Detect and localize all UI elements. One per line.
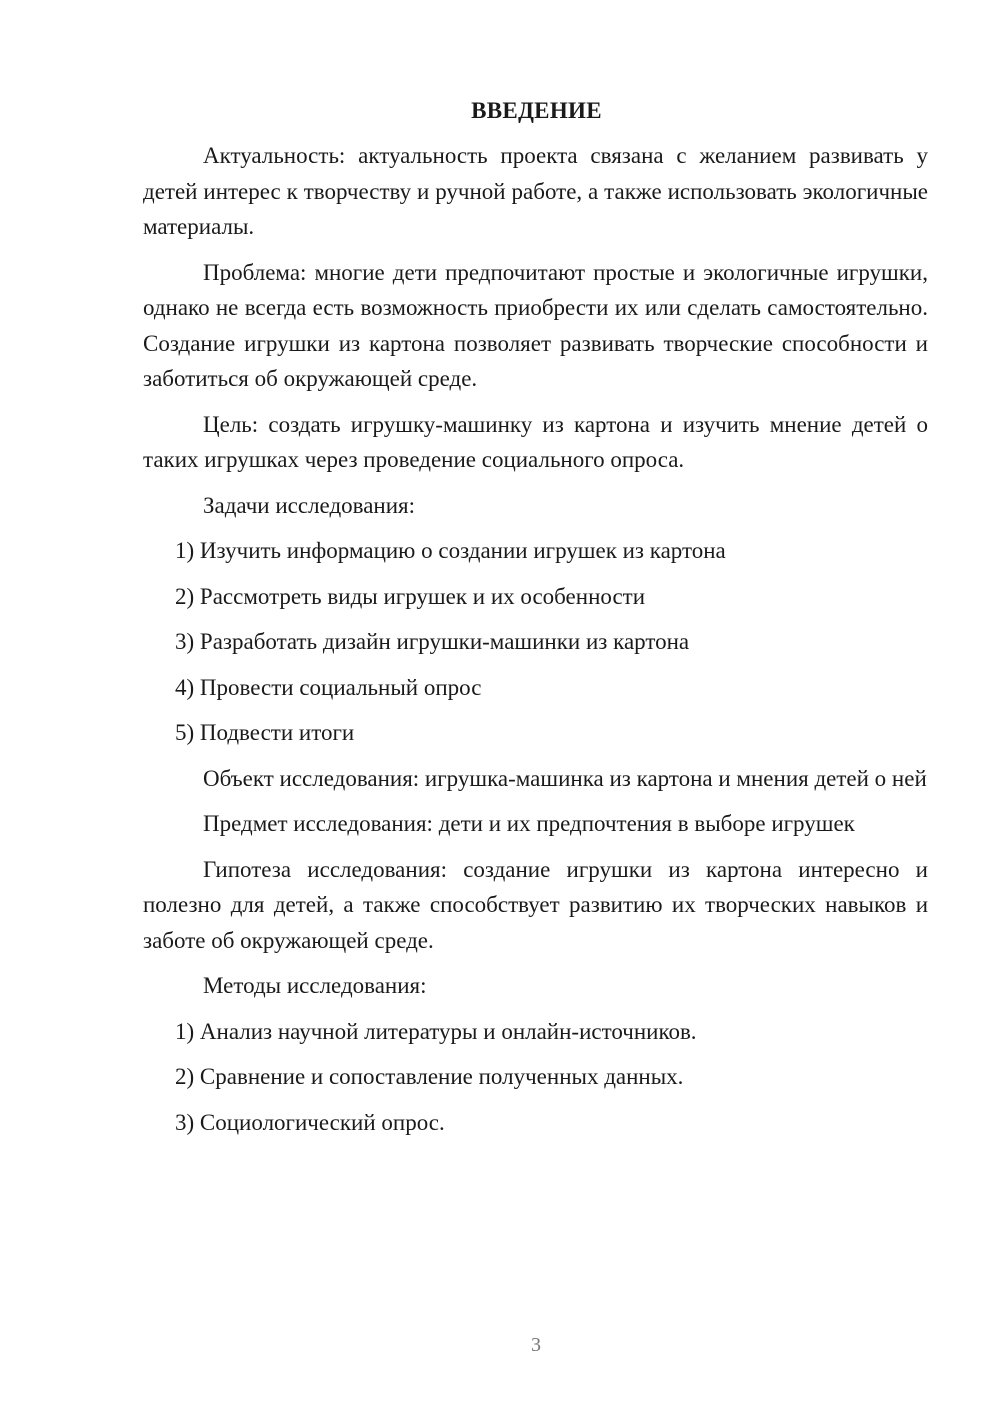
paragraph-methods-heading: Методы исследования: [203,973,427,998]
list-item: 4) Провести социальный опрос [175,674,482,700]
paragraph-problem: Проблема: многие дети предпочитают простые и экологичные игрушки, однако не всегда есть возможность приобрести их или сделать самостоятельно. Создание игрушки из картона позволяет развивать творческие способности и заботиться об окружающей среде. [143,259,928,391]
paragraph-goal: Цель: создать игрушку-машинку из картона и изучить мнение детей о таких игрушках через проведение социального опроса. [143,411,928,472]
paragraph-hypothesis: Гипотеза исследования: создание игрушки из картона интересно и полезно для детей, а также способствует развитию их творческих навыков и заботе об окружающей среде. [143,856,928,953]
list-item: 1) Анализ научной литературы и онлайн-источников. [175,1018,697,1044]
list-item: 5) Подвести итоги [175,720,355,745]
list-item: 2) Сравнение и сопоставление полученных данных. [175,1064,684,1089]
page-content [143,95,928,1150]
methods-list [143,1014,928,1141]
tasks-list [143,533,928,751]
paragraph-object: Объект исследования: игрушка-машинка из картона и мнения детей о ней [203,765,927,791]
page-number: 3 [531,1334,541,1356]
paragraph-tasks-heading: Задачи исследования: [203,492,416,518]
paragraph-subject: Предмет исследования: дети и их предпочтения в выборе игрушек [203,811,855,836]
list-item: 3) Разработать дизайн игрушки-машинки из картона [175,629,690,654]
list-item: 1) Изучить информацию о создании игрушек из картона [175,538,726,563]
paragraph-relevance: Актуальность: актуальность проекта связана с желанием развивать у детей интерес к творчеству и ручной работе, а также использовать экологичные материалы. [143,143,928,239]
section-title: ВВЕДЕНИЕ [471,98,602,123]
list-item: 2) Рассмотреть виды игрушек и их особенности [175,583,646,609]
list-item: 3) Социологический опрос. [175,1109,445,1135]
